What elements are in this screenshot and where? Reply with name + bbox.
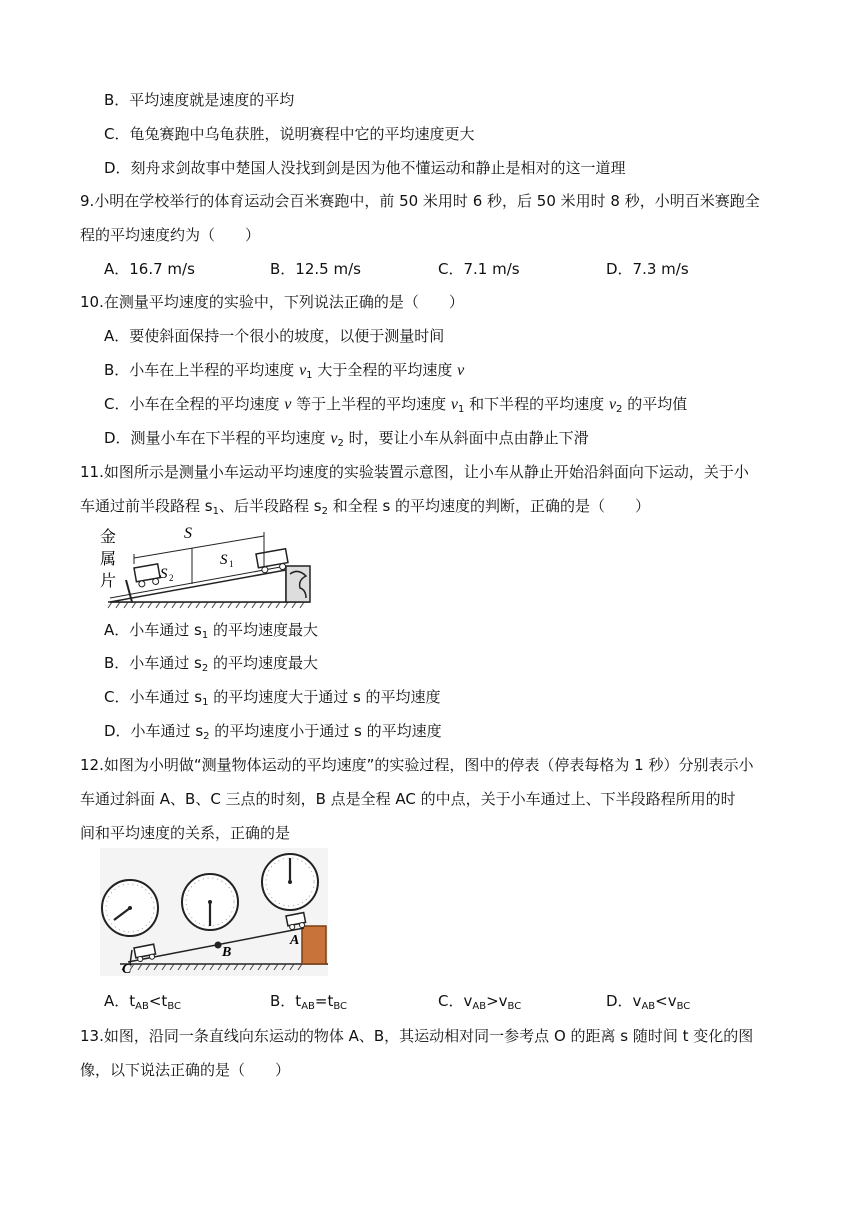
q10-b-sub: 1 <box>306 370 313 381</box>
q9-option-b: B．12.5 m/s <box>270 260 361 278</box>
q11-d-sub: 2 <box>203 731 210 742</box>
q10-c-text1: C．小车在全程的平均速度 <box>104 395 285 413</box>
q12-c-op: >v <box>486 992 508 1010</box>
q10-d-text1: D．测量小车在下半程的平均速度 <box>104 429 331 447</box>
q10-d-sub: 2 <box>337 438 344 449</box>
q12-option-b <box>270 991 347 1011</box>
q11-b-text1: B．小车通过 s <box>104 654 202 672</box>
q12-stem-line2: 车通过斜面 A、B、C 三点的时刻，B 点是全程 AC 的中点，关于小车通过上、下半段路程所用的时 <box>80 790 736 808</box>
q11-stem-sub2: 2 <box>321 506 328 517</box>
stopwatch-a <box>262 854 318 910</box>
q8-option-c: C．龟兔赛跑中乌龟获胜，说明赛程中它的平均速度更大 <box>104 125 475 143</box>
wooden-block <box>302 926 326 964</box>
q12-stem-line3: 间和平均速度的关系，正确的是 <box>80 824 291 842</box>
q10-b-text2: 大于全程的平均速度 <box>312 361 458 379</box>
q11-option-a <box>104 620 318 640</box>
q9-option-a: A．16.7 m/s <box>104 260 195 278</box>
q13-stem-line2: 像，以下说法正确的是（ ） <box>80 1061 291 1079</box>
q12-d-op: <v <box>655 992 677 1010</box>
q11-stem-text2: 、后半段路程 s <box>218 497 322 515</box>
cart-bottom <box>134 564 161 588</box>
q10-c-var-v2: v <box>608 396 617 413</box>
q11-a-text2: 的平均速度最大 <box>208 621 319 639</box>
fig-s2-sub: 2 <box>169 573 174 583</box>
q12-a-sub1: AB <box>135 1001 149 1012</box>
q12-d-text1: D．v <box>606 992 642 1010</box>
incline-cart-figure <box>96 518 316 610</box>
q9-option-d: D．7.3 m/s <box>606 260 689 278</box>
q12-option-a <box>104 991 181 1011</box>
q11-option-c <box>104 687 441 707</box>
stopwatch-c <box>102 880 158 936</box>
q9-option-c: C．7.1 m/s <box>438 260 520 278</box>
q11-a-sub: 1 <box>201 630 209 641</box>
q12-d-sub1: AB <box>641 1001 656 1012</box>
q10-stem: 10.在测量平均速度的实验中，下列说法正确的是（ ） <box>80 293 464 311</box>
fig-s1-label: S <box>220 552 228 568</box>
q10-c-var-v1: v <box>450 396 459 413</box>
fig-label-jin: 金 <box>100 527 117 546</box>
q10-c-sub1: 1 <box>458 404 465 415</box>
q11-b-sub: 2 <box>201 663 209 674</box>
q12-b-sub2: BC <box>333 1001 348 1012</box>
q11-stem-line1: 11.如图所示是测量小车运动平均速度的实验装置示意图，让小车从静止开始沿斜面向下运动，关于小 <box>80 463 749 481</box>
q10-b-text1: B．小车在上半程的平均速度 <box>104 361 300 379</box>
q11-option-b <box>104 653 318 673</box>
q9-stem-line2: 程的平均速度约为（ ） <box>80 226 261 244</box>
q10-c-text4: 的平均值 <box>622 395 688 413</box>
q12-a-op: <t <box>148 992 168 1010</box>
q8-option-b: B．平均速度就是速度的平均 <box>104 91 295 109</box>
point-b-dot <box>215 942 222 949</box>
q10-d-text2: 时，要让小车从斜面中点由静止下滑 <box>343 429 589 447</box>
q12-b-op: =t <box>314 992 334 1010</box>
q11-b-text2: 的平均速度最大 <box>208 654 319 672</box>
fig-label-pian: 片 <box>100 571 117 590</box>
q11-stem-text3: 和全程 s 的平均速度的判断，正确的是（ ） <box>327 497 651 515</box>
q11-option-d <box>104 721 442 741</box>
q12-b-sub1: AB <box>301 1001 315 1012</box>
q10-c-text2: 等于上半程的平均速度 <box>291 395 451 413</box>
q12-a-text1: A．t <box>104 992 136 1010</box>
q13-stem-line1: 13.如图，沿同一条直线向东运动的物体 A、B，其运动相对同一参考点 O 的距离 s 随时间 t 变化的图 <box>80 1027 754 1045</box>
q12-b-text1: B．t <box>270 992 302 1010</box>
q11-c-text2: 的平均速度大于通过 s 的平均速度 <box>208 688 441 706</box>
q10-c-text3: 和下半程的平均速度 <box>464 395 609 413</box>
q10-option-b <box>104 360 464 381</box>
q10-b-var-v-full: v <box>457 362 465 379</box>
fig-label-a: A <box>290 933 300 948</box>
q10-option-c <box>104 394 687 415</box>
q10-c-var-v: v <box>284 396 292 413</box>
q10-option-a: A．要使斜面保持一个很小的坡度，以便于测量时间 <box>104 327 445 345</box>
stopwatch-b <box>182 874 238 930</box>
q11-stem-line2 <box>80 496 650 516</box>
q12-d-sub2: BC <box>676 1001 691 1012</box>
q10-c-sub2: 2 <box>616 404 623 415</box>
q8-option-d: D．刻舟求剑故事中楚国人没找到剑是因为他不懂运动和静止是相对的这一道理 <box>104 159 626 177</box>
q11-c-sub: 1 <box>202 697 209 708</box>
fig-label-shu: 属 <box>100 549 117 568</box>
q12-stem-line1: 12.如图为小明做“测量物体运动的平均速度”的实验过程，图中的停表（停表每格为 1 秒）分别表示小 <box>80 756 754 774</box>
q12-option-c <box>438 991 521 1011</box>
q11-d-text1: D．小车通过 s <box>104 722 204 740</box>
q10-option-d <box>104 428 589 449</box>
q11-c-text1: C．小车通过 s <box>104 688 203 706</box>
q12-c-text1: C．v <box>438 992 473 1010</box>
q12-c-sub2: BC <box>507 1001 522 1012</box>
q12-option-d <box>606 991 690 1011</box>
fig-label-b: B <box>222 945 232 960</box>
q11-stem-sub1: 1 <box>212 506 219 517</box>
q12-c-sub1: AB <box>472 1001 487 1012</box>
stopwatch-incline-figure <box>100 848 328 976</box>
q11-stem-text1: 车通过前半段路程 s <box>80 497 213 515</box>
q10-b-var-v: v <box>299 362 307 379</box>
q12-a-sub2: BC <box>167 1001 181 1012</box>
fig-s2-label: S <box>160 566 168 582</box>
q10-d-var-v2: v <box>330 430 338 447</box>
q9-stem-line1: 9.小明在学校举行的体育运动会百米赛跑中，前 50 米用时 6 秒，后 50 米用时 8 秒，小明百米赛跑全 <box>80 192 760 210</box>
fig-label-c: C <box>122 962 132 976</box>
q11-a-text1: A．小车通过 s <box>104 621 202 639</box>
q11-d-text2: 的平均速度小于通过 s 的平均速度 <box>209 722 442 740</box>
fig-s1-sub: 1 <box>229 559 234 569</box>
fig-s-label: S <box>184 525 192 542</box>
